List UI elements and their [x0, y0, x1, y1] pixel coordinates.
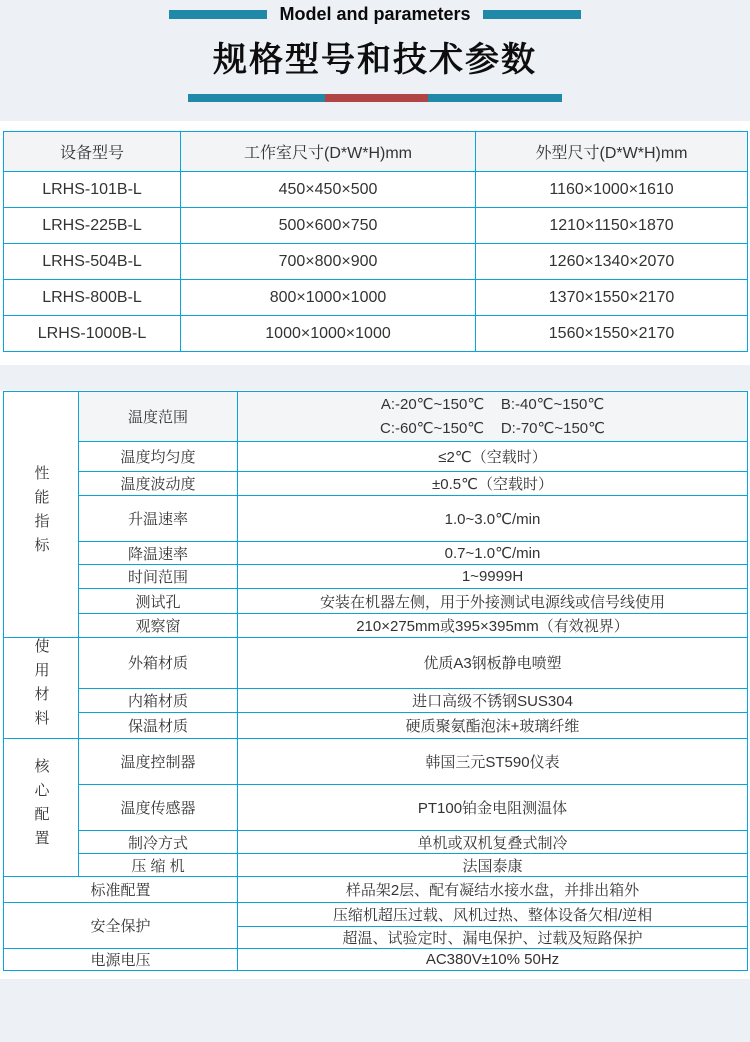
- spec-value-cell: 安装在机器左侧，用于外接测试电源线或信号线使用: [238, 589, 748, 614]
- spec-category-cell: [4, 739, 79, 877]
- chamber-size-cell: 500×600×750: [181, 208, 476, 244]
- spec-category-cell: [4, 392, 79, 638]
- model-cell: LRHS-225B-L: [4, 208, 181, 244]
- spec-value-cell: AC380V±10% 50Hz: [238, 949, 748, 971]
- spec-label-cell: 保温材质: [79, 712, 238, 738]
- spec-category-cell: [4, 638, 79, 739]
- external-size-cell: 1370×1550×2170: [476, 280, 748, 316]
- spec-value-cell: 1.0~3.0℃/min: [238, 496, 748, 542]
- spec-category-label: 性能指标: [32, 464, 50, 561]
- spec-value-cell: 硬质聚氨酯泡沫+玻璃纤维: [238, 712, 748, 738]
- models-table: [3, 131, 748, 352]
- spec-value-cell: ≤2℃（空载时）: [238, 442, 748, 472]
- spec-value-cell: 进口高级不锈钢SUS304: [238, 688, 748, 712]
- spec-value-cell: 韩国三元ST590仪表: [238, 739, 748, 785]
- spec-label-cell: 内箱材质: [79, 688, 238, 712]
- model-cell: LRHS-101B-L: [4, 172, 181, 208]
- spec-row: [4, 442, 748, 472]
- spec-label-cell: 温度均匀度: [79, 442, 238, 472]
- spec-value-cell: PT100铂金电阻测温体: [238, 785, 748, 831]
- table-row: [4, 316, 748, 352]
- underline-teal-left: [188, 94, 325, 102]
- spec-row: [4, 565, 748, 589]
- spec-row: [4, 472, 748, 496]
- model-cell: LRHS-504B-L: [4, 244, 181, 280]
- spec-row: [4, 854, 748, 877]
- models-col-header: 设备型号: [4, 132, 181, 172]
- spec-value-cell: [238, 392, 748, 442]
- spec-row: [4, 589, 748, 614]
- spec-row: [4, 614, 748, 638]
- spec-label-cell: 压 缩 机: [79, 854, 238, 877]
- spec-row: [4, 688, 748, 712]
- spec-label-cell: 测试孔: [79, 589, 238, 614]
- spec-row: [4, 877, 748, 903]
- spec-value-cell: 1~9999H: [238, 565, 748, 589]
- spec-value-cell: 超温、试验定时、漏电保护、过载及短路保护: [238, 927, 748, 949]
- chamber-size-cell: 800×1000×1000: [181, 280, 476, 316]
- model-cell: LRHS-1000B-L: [4, 316, 181, 352]
- spec-row: [4, 739, 748, 785]
- spec-label-cell: 安全保护: [4, 903, 238, 949]
- model-cell: LRHS-800B-L: [4, 280, 181, 316]
- spec-row: [4, 785, 748, 831]
- models-col-header: 工作室尺寸(D*W*H)mm: [181, 132, 476, 172]
- spec-label-cell: 电源电压: [4, 949, 238, 971]
- table-row: [4, 244, 748, 280]
- spec-value-line: C:-60℃~150℃ D:-70℃~150℃: [380, 419, 605, 437]
- spec-label-cell: 制冷方式: [79, 831, 238, 854]
- table-row: [4, 280, 748, 316]
- spec-row: [4, 496, 748, 542]
- section-eyebrow: [0, 0, 750, 25]
- spec-row: [4, 392, 748, 442]
- spec-row: [4, 949, 748, 971]
- chamber-size-cell: 700×800×900: [181, 244, 476, 280]
- spec-value-cell: 单机或双机复叠式制冷: [238, 831, 748, 854]
- spec-row: [4, 638, 748, 689]
- spec-row: [4, 712, 748, 738]
- spec-label-cell: 温度传感器: [79, 785, 238, 831]
- spec-label-cell: 降温速率: [79, 542, 238, 565]
- chamber-size-cell: 1000×1000×1000: [181, 316, 476, 352]
- spec-category-label: 使用材料: [32, 638, 50, 734]
- spec-value-cell: 法国泰康: [238, 854, 748, 877]
- spec-value-line: A:-20℃~150℃ B:-40℃~150℃: [380, 395, 605, 413]
- spec-label-cell: 温度范围: [79, 392, 238, 442]
- title-underline-bar: [188, 94, 562, 102]
- spec-label-cell: 温度波动度: [79, 472, 238, 496]
- models-col-header: 外型尺寸(D*W*H)mm: [476, 132, 748, 172]
- spec-value-cell: 0.7~1.0℃/min: [238, 542, 748, 565]
- spec-label-cell: 观察窗: [79, 614, 238, 638]
- spec-label-cell: 升温速率: [79, 496, 238, 542]
- page-title: 规格型号和技术参数: [213, 41, 537, 79]
- spec-value-cell: 210×275mm或395×395mm（有效视界）: [238, 614, 748, 638]
- table-row: [4, 172, 748, 208]
- specs-panel: [0, 390, 750, 979]
- spec-row: [4, 831, 748, 854]
- spec-value-cell: ±0.5℃（空载时）: [238, 472, 748, 496]
- eyebrow-text: Model and parameters: [279, 4, 471, 24]
- spec-label-cell: 时间范围: [79, 565, 238, 589]
- spec-value-cell: 优质A3钢板静电喷塑: [238, 638, 748, 689]
- spec-row: [4, 542, 748, 565]
- eyebrow-bar-right: [483, 10, 581, 19]
- models-header-row: [4, 132, 748, 172]
- external-size-cell: 1260×1340×2070: [476, 244, 748, 280]
- external-size-cell: 1560×1550×2170: [476, 316, 748, 352]
- chamber-size-cell: 450×450×500: [181, 172, 476, 208]
- external-size-cell: 1160×1000×1610: [476, 172, 748, 208]
- eyebrow-bar-left: [169, 10, 267, 19]
- models-panel: [0, 121, 750, 365]
- specs-table: [3, 391, 748, 971]
- spec-label-cell: 外箱材质: [79, 638, 238, 689]
- spec-label-cell: 标准配置: [4, 877, 238, 903]
- spec-label-cell: 温度控制器: [79, 739, 238, 785]
- external-size-cell: 1210×1150×1870: [476, 208, 748, 244]
- underline-red-center: [325, 94, 428, 102]
- underline-teal-right: [428, 94, 562, 102]
- spec-value-cell: 样品架2层、配有凝结水接水盘，并排出箱外: [238, 877, 748, 903]
- spec-value-cell: 压缩机超压过载、风机过热、整体设备欠相/逆相: [238, 903, 748, 927]
- spec-category-label: 核心配置: [32, 757, 50, 854]
- table-row: [4, 208, 748, 244]
- spec-row: [4, 903, 748, 927]
